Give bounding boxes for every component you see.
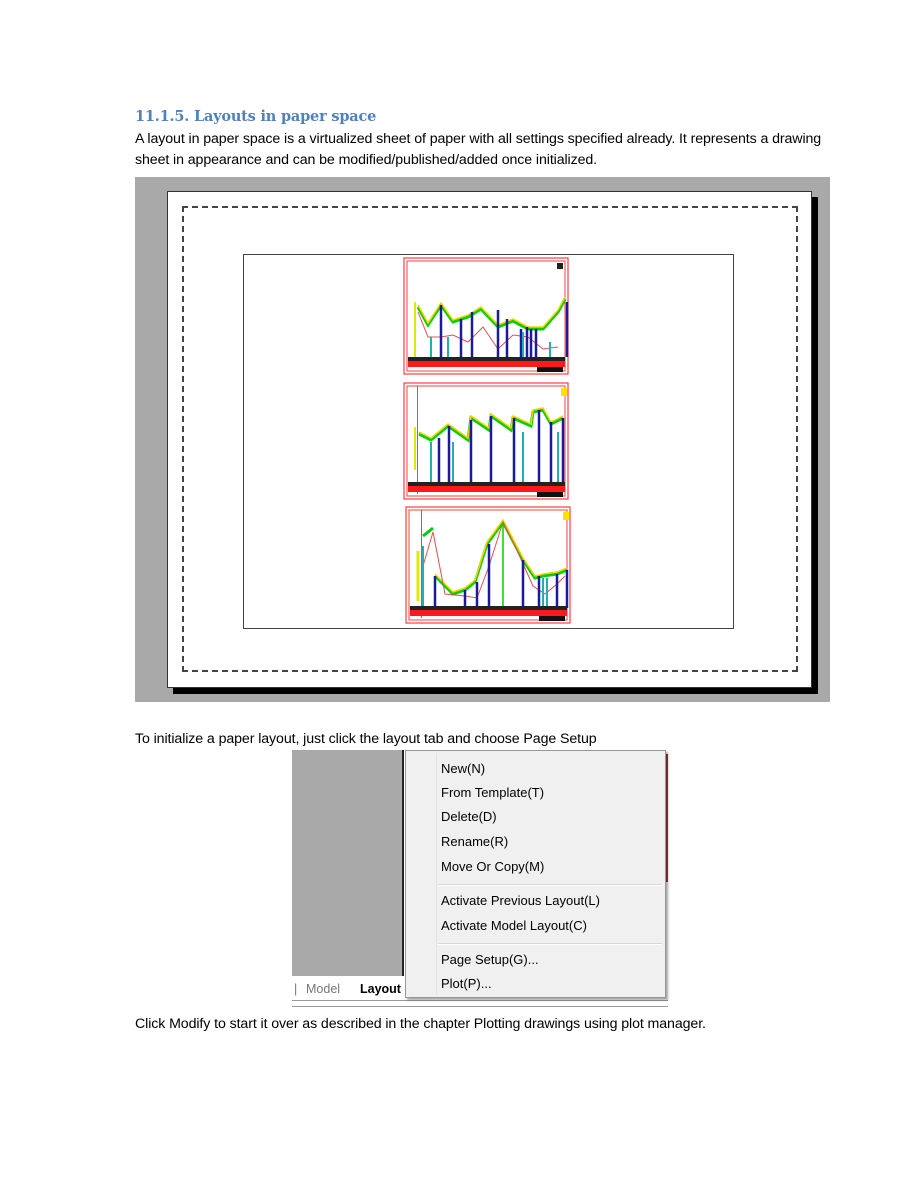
- layout-viewport[interactable]: [243, 254, 734, 629]
- layout-context-menu-figure: [292, 750, 668, 1008]
- paper-sheet: [167, 191, 812, 688]
- context-menu: [405, 750, 666, 998]
- menu-item-delete[interactable]: Delete(D): [441, 809, 497, 824]
- drawing-area: [292, 750, 402, 976]
- tab-model[interactable]: Model: [306, 982, 341, 996]
- tab-separator: |: [294, 982, 298, 996]
- closing-paragraph: Click Modify to start it over as described in the chapter Plotting drawings using plot manager.: [135, 1016, 706, 1032]
- figure-bottom-border: [292, 1006, 668, 1007]
- menu-item-activate-previous-layout[interactable]: Activate Previous Layout(L): [441, 893, 600, 908]
- menu-separator: [438, 943, 662, 945]
- intro-paragraph: A layout in paper space is a virtualized sheet of paper with all settings specified already. It represents a drawing sheet in appearance and can be modified/published/added once initialized.: [135, 131, 822, 168]
- profile-sheet-1: [403, 257, 569, 375]
- profile-sheet-2: [403, 382, 569, 500]
- menu-item-rename[interactable]: Rename(R): [441, 834, 509, 849]
- tab-layout[interactable]: Layout: [360, 982, 401, 996]
- menu-item-plot[interactable]: Plot(P)...: [441, 976, 492, 991]
- menu-item-activate-model-layout[interactable]: Activate Model Layout(C): [441, 918, 587, 933]
- section-heading: 11.1.5. Layouts in paper space: [135, 108, 377, 125]
- instruction-paragraph: To initialize a paper layout, just click the layout tab and choose Page Setup: [135, 731, 597, 747]
- menu-item-page-setup[interactable]: Page Setup(G)...: [441, 952, 539, 967]
- menu-icon-gutter: [436, 753, 437, 995]
- menu-item-move-or-copy[interactable]: Move Or Copy(M): [441, 859, 545, 874]
- profile-sheet-3: [405, 506, 571, 624]
- menu-item-from-template[interactable]: From Template(T): [441, 785, 545, 800]
- frame-edge: [666, 754, 668, 882]
- menu-separator: [438, 884, 662, 886]
- drawing-area-edge: [402, 750, 404, 976]
- menu-item-new[interactable]: New(N): [441, 761, 486, 776]
- paper-space-figure: [135, 177, 830, 702]
